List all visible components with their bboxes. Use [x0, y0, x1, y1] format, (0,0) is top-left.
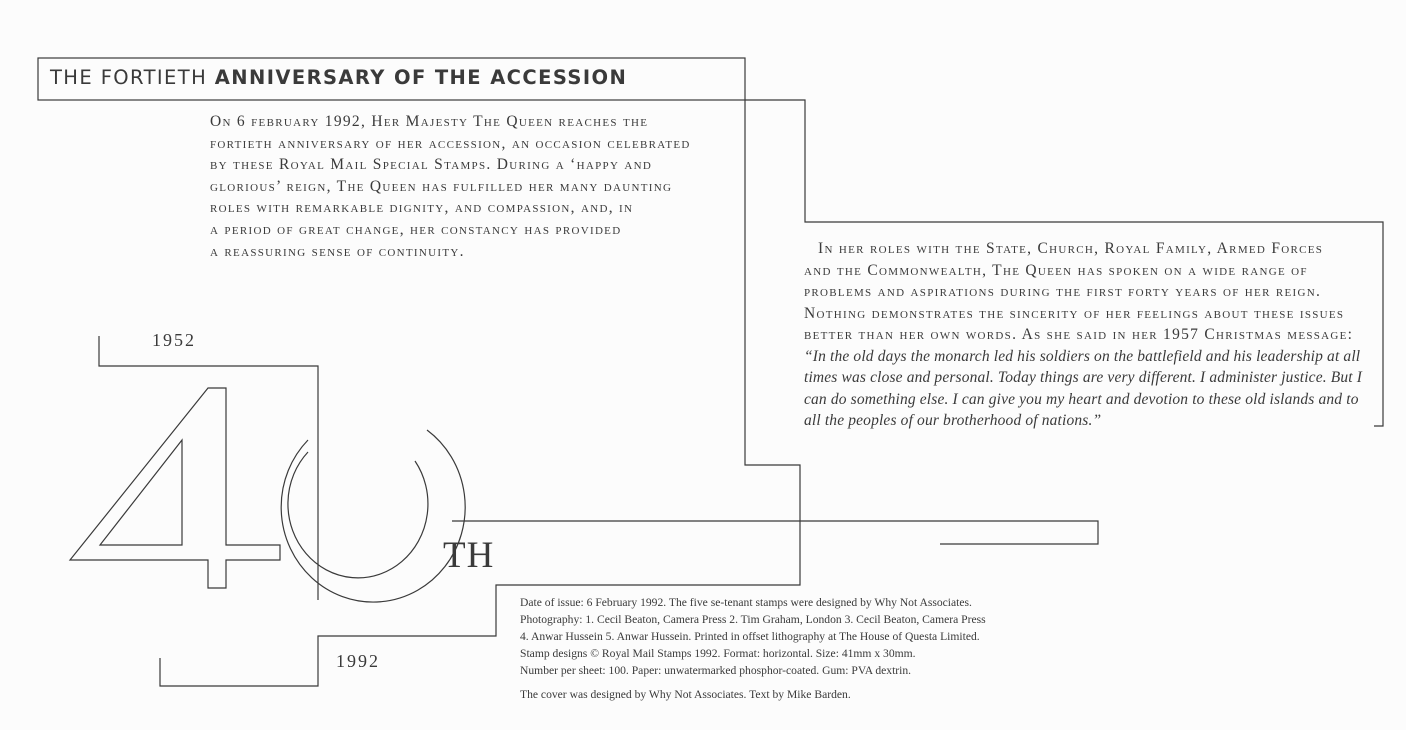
credit-line: Stamp designs © Royal Mail Stamps 1992. Format: horizontal. Size: 41mm x 30mm. [520, 647, 916, 660]
intro-line: a reassuring sense of continuity. [210, 242, 465, 260]
credit-line: Number per sheet: 100. Paper: unwatermarked phosphor-coated. Gum: PVA dextrin. [520, 664, 912, 677]
quote-line: “In the old days the monarch led his soldiers on the battlefield and his leadership at all [804, 347, 1361, 365]
quote-intro-line: In her roles with the State, Church, Royal Family, Armed Forces [818, 240, 1324, 257]
intro-line: glorious’ reign, The Queen has fulfilled her many daunting [210, 177, 673, 195]
credit-line: Photography: 1. Cecil Beaton, Camera Press 2. Tim Graham, London 3. Cecil Beaton, Camera Press [520, 613, 986, 626]
intro-line: On 6 february 1992, Her Majesty The Queen reaches the [210, 113, 649, 130]
credit-line: Date of issue: 6 February 1992. The five se-tenant stamps were designed by Why Not Associates. [520, 596, 972, 609]
quote-line: all the peoples of our brotherhood of nations.” [804, 412, 1102, 430]
ordinal-suffix: TH [443, 535, 495, 576]
christmas-quote [804, 346, 1374, 432]
title-light: THE FORTIETH [50, 66, 208, 89]
quote-line: times was close and personal. Today things are very different. I administer justice. But I [804, 369, 1363, 387]
numeral-four [70, 388, 280, 588]
title-bold: ANNIVERSARY OF THE ACCESSION [214, 66, 628, 89]
intro-line: by these Royal Mail Special Stamps. During a ‘happy and [210, 156, 653, 174]
cover-credit: The cover was designed by Why Not Associates. Text by Mike Barden. [520, 688, 851, 701]
credit-line: 4. Anwar Hussein 5. Anwar Hussein. Printed in offset lithography at The House of Questa Limited. [520, 630, 980, 643]
quote-intro-line: better than her own words. As she said in her 1957 Christmas message: [804, 326, 1354, 344]
intro-line: roles with remarkable dignity, and compassion, and, in [210, 199, 634, 217]
quote-intro-line: Nothing demonstrates the sincerity of her feelings about these issues [804, 304, 1345, 322]
quote-block [804, 238, 1374, 432]
quote-intro-line: and the Commonwealth, The Queen has spoken on a wide range of [804, 261, 1308, 279]
quote-line: can do something else. I can give you my heart and devotion to these old islands and to [804, 390, 1359, 408]
rule-line [452, 521, 1098, 544]
quote-intro [804, 238, 1374, 346]
numeral-zero-inner [302, 423, 442, 571]
intro-line: a period of great change, her constancy has provided [210, 220, 622, 238]
year-start: 1952 [152, 330, 196, 350]
intro-paragraph [210, 111, 740, 262]
quote-intro-line: problems and aspirations during the first forty years of her reign. [804, 283, 1322, 301]
year-end: 1992 [336, 651, 380, 671]
page-title [50, 66, 627, 89]
credits [520, 594, 1060, 703]
intro-line: fortieth anniversary of her accession, an occasion celebrated [210, 134, 691, 152]
